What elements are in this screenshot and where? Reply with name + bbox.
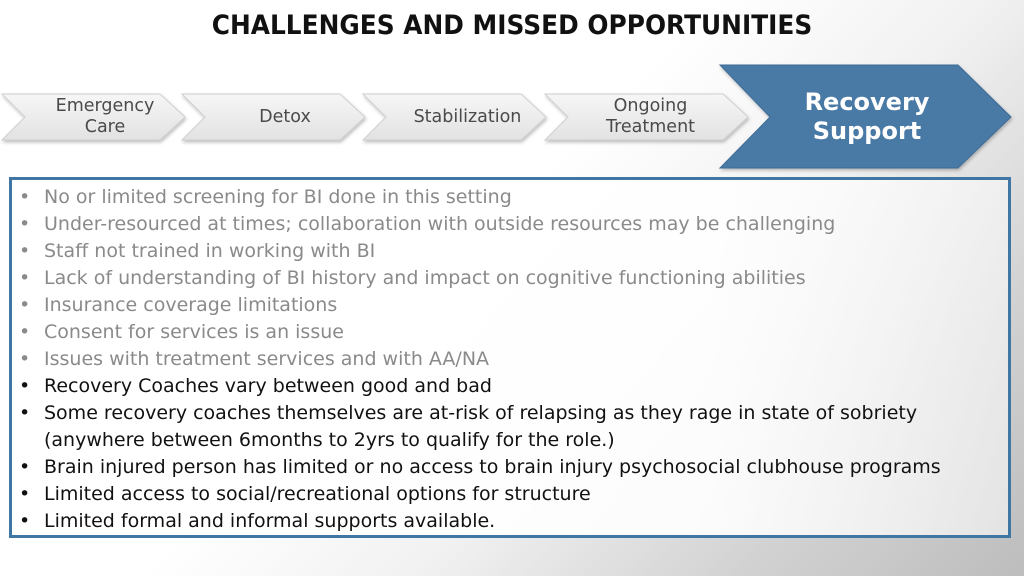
list-item — [12, 346, 1008, 373]
list-item-text: Insurance coverage limitations — [44, 294, 338, 316]
step-recovery-support-line1: Recovery — [804, 87, 930, 116]
bullet-icon: • — [19, 186, 31, 208]
list-item — [12, 400, 1008, 454]
list-item — [12, 211, 1008, 238]
bullet-icon: • — [19, 294, 31, 316]
list-item-text: Recovery Coaches vary between good and bad — [44, 375, 492, 397]
list-item — [12, 184, 1008, 211]
bullet-icon: • — [19, 348, 31, 370]
step-emergency-care-line2: Care — [84, 117, 126, 137]
list-item-text: Some recovery coaches themselves are at-risk of relapsing as they rage in state of sobriety (anywhere between 6months to 2yrs to qualify for the role.) — [44, 402, 918, 451]
challenges-box — [9, 177, 1011, 538]
list-item-text: Staff not trained in working with BI — [44, 240, 376, 262]
list-item-text: Limited access to social/recreational options for structure — [44, 483, 591, 505]
bullet-icon: • — [19, 402, 31, 424]
step-stabilization-line1: Stabilization — [413, 106, 522, 127]
step-ongoing-treatment-line2: Treatment — [605, 117, 696, 137]
list-item — [12, 373, 1008, 400]
list-item — [12, 265, 1008, 292]
list-item-text: No or limited screening for BI done in this setting — [44, 186, 512, 208]
step-emergency-care-label — [30, 94, 180, 140]
list-item — [12, 454, 1008, 481]
bullet-icon: • — [19, 240, 31, 262]
step-emergency-care-line1: Emergency — [55, 96, 155, 116]
list-item-text: Limited formal and informal supports available. — [44, 510, 496, 532]
bullet-icon: • — [19, 483, 31, 505]
list-item — [12, 481, 1008, 508]
step-ongoing-treatment-label — [568, 94, 733, 140]
list-item — [12, 238, 1008, 265]
step-stabilization-label — [386, 94, 549, 140]
list-item-text: Under-resourced at times; collaboration with outside resources may be challenging — [44, 213, 836, 235]
list-item-text: Brain injured person has limited or no access to brain injury psychosocial clubhouse programs — [44, 456, 941, 478]
list-item-text: Lack of understanding of BI history and impact on cognitive functioning abilities — [44, 267, 806, 289]
list-item — [12, 508, 1008, 535]
bullet-icon: • — [19, 456, 31, 478]
list-item-text: Issues with treatment services and with AA/NA — [44, 348, 490, 370]
challenges-list — [12, 180, 1008, 535]
step-recovery-support-label — [780, 65, 954, 168]
list-item-text: Consent for services is an issue — [44, 321, 344, 343]
list-item — [12, 319, 1008, 346]
bullet-icon: • — [19, 267, 31, 289]
step-recovery-support-line2: Support — [812, 116, 922, 145]
bullet-icon: • — [19, 510, 31, 532]
list-item — [12, 292, 1008, 319]
step-ongoing-treatment-line1: Ongoing — [613, 96, 688, 116]
bullet-icon: • — [19, 321, 31, 343]
bullet-icon: • — [19, 375, 31, 397]
page-title: CHALLENGES AND MISSED OPPORTUNITIES — [211, 10, 813, 41]
bullet-icon: • — [19, 213, 31, 235]
step-detox-label — [205, 94, 365, 140]
step-detox-line1: Detox — [259, 106, 311, 127]
